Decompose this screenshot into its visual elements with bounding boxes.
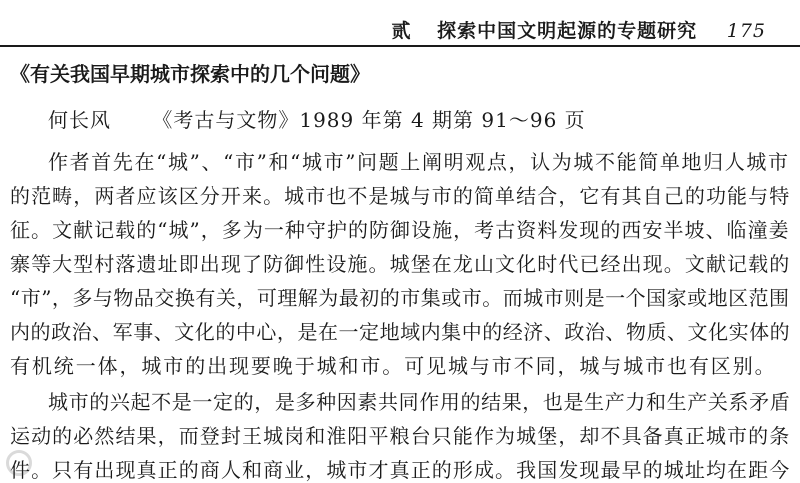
header-rule	[0, 45, 800, 47]
header-text	[391, 16, 766, 43]
chapter-label: 贰	[391, 20, 412, 42]
body-line: 运动的必然结果，而登封王城岗和淮阳平粮台只能作为城堡，却不具备真正城市的条	[10, 424, 791, 448]
running-header	[0, 0, 800, 50]
body-line: 的范畴，两者应该区分开来。城市也不是城与市的简单结合，它有其自己的功能与特	[10, 184, 791, 208]
article-title: 《有关我国早期城市探索中的几个问题》	[10, 62, 370, 86]
body-line: 内的政治、军事、文化的中心，是在一定地域内集中的经济、政治、物质、文化实体的	[10, 320, 791, 344]
body-line: 有机统一体，城市的出现要晚于城和市。可见城与市不同，城与城市也有区别。	[10, 354, 777, 378]
body-line: 征。文献记载的“城”，多为一种守护的防御设施，考古资料发现的西安半坡、临潼姜	[10, 218, 790, 242]
body-line: 作者首先在“城”、“市”和“城市”问题上阐明观点，认为城不能简单地归人城市	[48, 150, 790, 174]
page-number: 175	[726, 20, 766, 42]
body-line: 件。只有出现真正的商人和商业，城市才真正的形成。我国发现最早的城址均在距今	[10, 458, 791, 482]
citation	[48, 104, 586, 133]
body-line: 寨等大型村落遗址即出现了防御性设施。城堡在龙山文化时代已经出现。文献记载的	[10, 252, 791, 276]
section-title: 探索中国文明起源的专题研究	[437, 20, 698, 42]
journal-reference: 《考古与文物》1989 年第 4 期第 91～96 页	[152, 108, 586, 132]
body-line: “市”，多与物品交换有关，可理解为最初的市集或市。而城市则是一个国家或地区范围	[10, 286, 790, 310]
body-line: 城市的兴起不是一定的，是多种因素共同作用的结果，也是生产力和生产关系矛盾	[48, 390, 791, 414]
author: 何长风	[48, 108, 111, 132]
